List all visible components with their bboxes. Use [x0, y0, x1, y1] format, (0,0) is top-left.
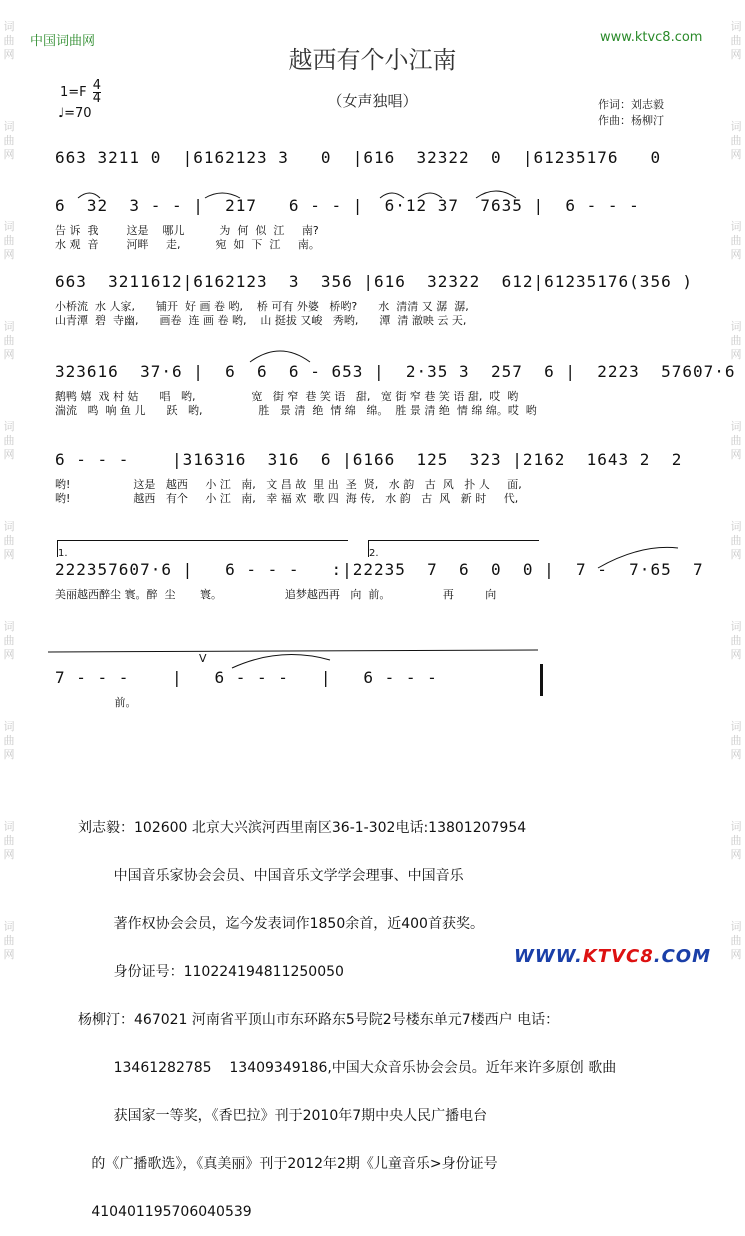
footer-line: 13461282785 13409349186,中国大众音乐协会会员。近年来许多原创 歌曲 [78, 1060, 617, 1076]
side-watermark-right: 词 曲 网 [730, 920, 742, 961]
song-title: 越西有个小江南 [288, 46, 457, 74]
side-watermark-right: 词 曲 网 [730, 420, 742, 461]
side-watermark-left: 词 曲 网 [3, 920, 15, 961]
side-watermark-right: 词 曲 网 [730, 620, 742, 661]
slur [205, 193, 240, 198]
side-watermark-right: 词 曲 网 [730, 20, 742, 61]
lyric-line-3-verse2: 山青潭 碧 寺幽, 画卷 连 画 卷 哟, 山 挺拔 又峻 秀哟, 潭 清 澈映 云 天, [55, 314, 467, 327]
score-line-7: 7 - - - | 6 - - - | 6 - - - [55, 668, 438, 687]
footer-line: 中国音乐家协会会员、中国音乐文学学会理事、中国音乐 [78, 868, 464, 884]
footer-info [78, 788, 616, 1236]
slur [476, 191, 516, 198]
score-line-5: 6 - - - |316316 316 6 |6166 125 323 |2162 1643 2 2 [55, 450, 683, 469]
site-url[interactable]: www.ktvc8.com [600, 30, 703, 45]
lyric-line-2-verse1: 告 诉 我 这是 哪儿 为 何 似 江 南? [55, 224, 319, 237]
lyric-line-2-verse2: 水 观 音 河畔 走, 宛 如 下 江 南。 [55, 238, 320, 251]
side-watermark-left: 词 曲 网 [3, 720, 15, 761]
footer-line: 著作权协会会员，迄今发表词作1850余首，近400首获奖。 [78, 916, 484, 932]
footer-line: 的《广播歌选》，《真美丽》刊于2012年2期《儿童音乐>身份证号 [78, 1156, 498, 1172]
side-watermark-left: 词 曲 网 [3, 520, 15, 561]
footer-line: 杨柳汀：467021 河南省平顶山市东环路东5号院2号楼东单元7楼西户 电话： [78, 1012, 560, 1028]
side-watermark-left: 词 曲 网 [3, 320, 15, 361]
lyric-line-3-verse1: 小桥流 水 人家, 铺开 好 画 卷 哟, 桥 可有 外婆 桥哟? 水 清清 又 潺 潺, [55, 300, 469, 313]
side-watermark-left: 词 曲 网 [3, 220, 15, 261]
lyric-line-5-verse2: 哟! 越西 有个 小 江 南, 幸 福 欢 歌 四 海 传, 水 韵 古 风 新 时 代, [55, 492, 519, 505]
footer-line: 410401195706040539 [78, 1204, 252, 1220]
key-label: 1=F [60, 85, 87, 100]
slur [232, 655, 330, 668]
time-signature: $\frac{4}{4}$ [92, 78, 102, 106]
side-watermark-right: 词 曲 网 [730, 520, 742, 561]
side-watermark-left: 词 曲 网 [3, 820, 15, 861]
side-watermark-left: 词 曲 网 [3, 420, 15, 461]
composer-credit: 作曲：杨柳汀 [598, 114, 664, 127]
score-line-4: 323616 37·6 | 6 6 6 - 653 | 2·35 3 257 6 | 2223 57607·6 [55, 362, 736, 381]
side-watermark-right: 词 曲 网 [730, 820, 742, 861]
lyric-line-4-verse1: 鹅鸭 嬉 戏 村 姑 唱 哟, 宽 街 窄 巷 笑 语 甜, 宽 街 窄 巷 笑 语 甜, 哎 哟 [55, 390, 519, 403]
side-watermark-left: 词 曲 网 [3, 120, 15, 161]
lyric-line-6: 美丽越西醉尘 寰。醉 尘 寰。 追梦越西再 向 前。 再 向 [55, 588, 497, 601]
score-line-2: 6 32 3 - - | 217 6 - - | 6·12 37 7635 | 6 - - - [55, 196, 640, 215]
footer-line: 获国家一等奖，《香巴拉》刊于2010年7期中央人民广播电台 [78, 1108, 488, 1124]
volta-number-1: 1. [58, 548, 68, 559]
tie-line [48, 650, 538, 652]
quarter-note-icon: ♩ [58, 106, 65, 121]
side-watermark-left: 词 曲 网 [3, 620, 15, 661]
score-line-6: 222357607·6 | 6 - - - :|22235 7 6 0 0 | 7 - 7·65 7 [55, 560, 704, 579]
lyric-line-5-verse1: 哟! 这是 越西 小 江 南, 文 昌 故 里 出 圣 贤, 水 韵 古 风 扑 人 面, [55, 478, 522, 491]
ktvc8-logo[interactable]: WWW.KTVC8.COM [514, 946, 712, 967]
footer-line: 身份证号：110224194811250050 [78, 964, 344, 980]
slur [598, 547, 678, 568]
site-name: 中国词曲网 [30, 34, 96, 49]
slur [380, 193, 404, 198]
side-watermark-right: 词 曲 网 [730, 220, 742, 261]
song-subtitle: （女声独唱） [327, 92, 418, 110]
breath-mark: V [199, 652, 207, 665]
slur [418, 193, 442, 198]
side-watermark-left: 词 曲 网 [3, 20, 15, 61]
side-watermark-right: 词 曲 网 [730, 120, 742, 161]
slur [78, 193, 100, 198]
side-watermark-right: 词 曲 网 [730, 720, 742, 761]
side-watermark-right: 词 曲 网 [730, 320, 742, 361]
score-line-1: 663 3211 0 |6162123 3 0 |616 32322 0 |61235176 0 [55, 148, 662, 167]
score-line-3: 663 3211612|6162123 3 356 |616 32322 612|61235176(356 ) [55, 272, 693, 291]
tempo-marking: ♩=70 [58, 106, 92, 121]
footer-line: 刘志毅：102600 北京大兴滨河西里南区36-1-302电话:13801207954 [78, 820, 527, 836]
slur [250, 351, 310, 362]
lyric-line-4-verse2: 湍流 鸣 响 鱼 儿 跃 哟, 胜 景 清 绝 情 绵 绵。 胜 景 清 绝 情 绵 绵。哎 哟 [55, 404, 537, 417]
lyric-line-7: 前。 [55, 696, 137, 709]
volta-number-2: 2. [369, 548, 379, 559]
lyricist-credit: 作词：刘志毅 [598, 98, 664, 111]
